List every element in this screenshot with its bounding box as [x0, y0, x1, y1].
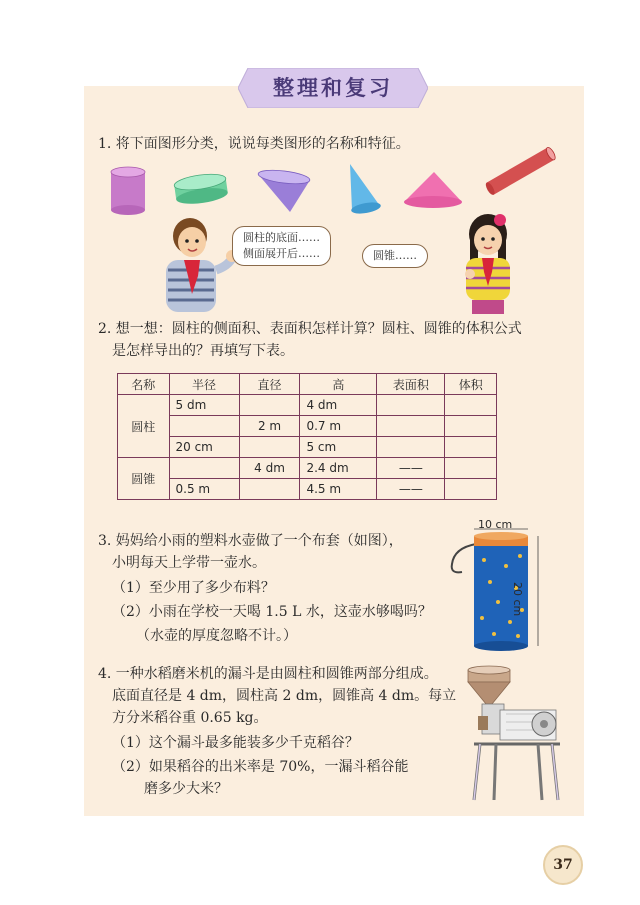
header-name: 名称 [118, 374, 170, 395]
table-row [118, 416, 497, 437]
table-cell: 2 m [239, 416, 300, 437]
boy-speech-line-1: 圆柱的底面…… [243, 231, 320, 244]
table-row [118, 437, 497, 458]
table-cell [239, 479, 300, 500]
question-3-sub-1: （1）至少用了多少布料？ [112, 580, 275, 596]
table-cell: 0.7 m [300, 416, 377, 437]
table-row [118, 395, 497, 416]
purple-cylinder-figure [108, 166, 148, 216]
purple-inverted-cone-figure [256, 166, 312, 214]
table-cell-dash: —— [377, 458, 445, 479]
question-1-text: 1. 将下面图形分类，说说每类图形的名称和特征。 [98, 136, 410, 152]
question-2-line-1: 2. 想一想：圆柱的侧面积、表面积怎样计算？圆柱、圆锥的体积公式 [98, 321, 522, 337]
bottle-diameter-label: 10 cm [478, 518, 513, 531]
green-disc-cylinder-figure [172, 170, 230, 208]
table-header-row [118, 374, 497, 395]
pink-cone-figure [402, 170, 464, 210]
table-cell: 5 cm [300, 437, 377, 458]
red-rod-cylinder-figure [484, 146, 558, 198]
question-3-line-1: 3. 妈妈给小雨的塑料水壶做了一个布套（如图）， [98, 533, 403, 549]
table-row [118, 458, 497, 479]
water-bottle-illustration [446, 526, 556, 652]
question-4-sub-1: （1）这个漏斗最多能装多少千克稻谷？ [112, 735, 359, 751]
table-cell: 5 dm [169, 395, 239, 416]
page-number: 37 [543, 845, 583, 885]
table-cell [239, 437, 300, 458]
header-height: 高 [300, 374, 377, 395]
table-cell [169, 416, 239, 437]
table-cell-dash: —— [377, 479, 445, 500]
question-3-line-2: 小明每天上学带一壶水。 [112, 555, 266, 571]
rice-mill-illustration [460, 664, 570, 804]
girl-speech-line: 圆锥…… [373, 249, 417, 262]
table-cell: 20 cm [169, 437, 239, 458]
table-cell: 2.4 dm [300, 458, 377, 479]
table-cell [377, 395, 445, 416]
question-4-line-1: 4. 一种水稻磨米机的漏斗是由圆柱和圆锥两部分组成。 [98, 666, 438, 682]
table-cell: 4 dm [239, 458, 300, 479]
cylinder-cone-table [117, 373, 497, 500]
question-3-sub-3: （水壶的厚度忽略不计。） [136, 628, 297, 644]
table-cell [445, 479, 497, 500]
header-volume: 体积 [445, 374, 497, 395]
question-2-line-2: 是怎样导出的？再填写下表。 [112, 343, 294, 359]
boy-speech-line-2: 侧面展开后…… [243, 247, 320, 260]
girl-illustration [452, 208, 524, 316]
table-cell [445, 437, 497, 458]
question-4-sub-2: （2）如果稻谷的出米率是 70%，一漏斗稻谷能 [112, 759, 409, 775]
table-cell: 0.5 m [169, 479, 239, 500]
table-cell [169, 458, 239, 479]
boy-illustration [150, 214, 240, 316]
table-cell [377, 416, 445, 437]
cylinder-label: 圆柱 [118, 395, 170, 458]
blue-cone-figure [344, 162, 384, 216]
question-4-line-2: 底面直径是 4 dm，圆柱高 2 dm，圆锥高 4 dm。每立 [112, 688, 457, 704]
table-cell: 4 dm [300, 395, 377, 416]
boy-speech-bubble [232, 226, 331, 266]
bottle-height-label: 20 cm [511, 582, 524, 617]
table-cell [377, 437, 445, 458]
table-cell [445, 416, 497, 437]
header-diameter: 直径 [239, 374, 300, 395]
table-cell [239, 395, 300, 416]
question-4-line-3: 方分米稻谷重 0.65 kg。 [112, 710, 268, 726]
girl-speech-bubble [362, 244, 428, 268]
table-cell [445, 458, 497, 479]
page-title: 整理和复习 [273, 75, 393, 100]
table-row [118, 479, 497, 500]
header-surface-area: 表面积 [377, 374, 445, 395]
header-radius: 半径 [169, 374, 239, 395]
question-3-sub-2: （2）小雨在学校一天喝 1.5 L 水，这壶水够喝吗？ [112, 604, 432, 620]
cone-label: 圆锥 [118, 458, 170, 500]
table-cell [445, 395, 497, 416]
table-cell: 4.5 m [300, 479, 377, 500]
question-4-sub-3: 磨多少大米？ [144, 781, 228, 797]
